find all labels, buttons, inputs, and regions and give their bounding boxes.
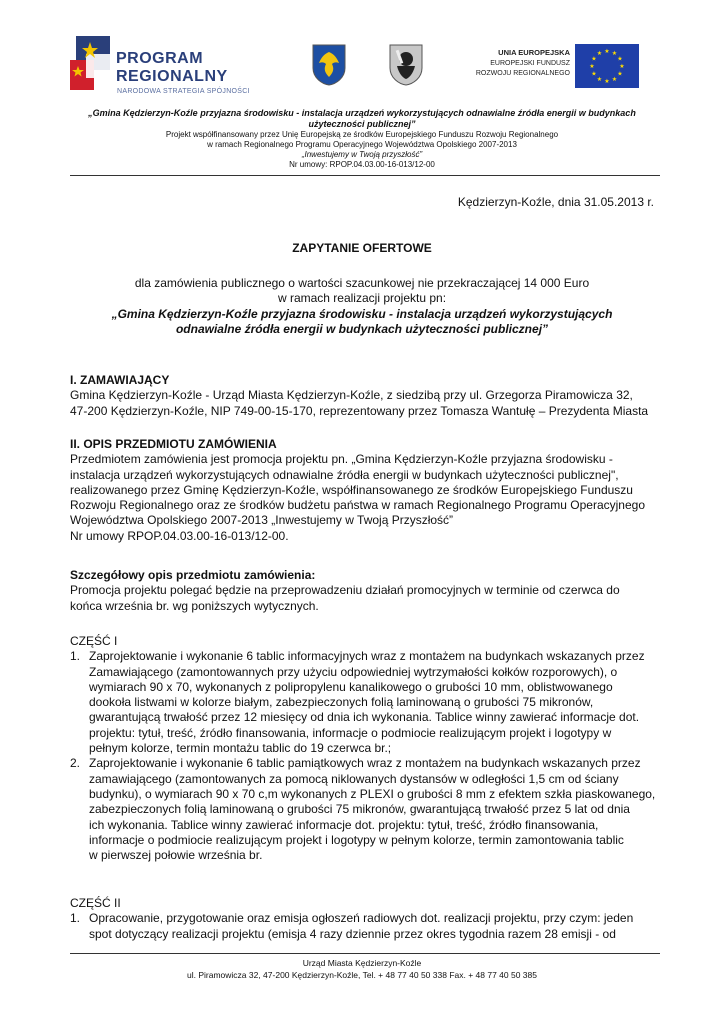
document-date: Kędzierzyn-Koźle, dnia 31.05.2013 r.: [457, 195, 654, 209]
contract-number: Nr umowy: RPOP.04.03.00-16-013/12-00: [289, 160, 435, 169]
eu-flag-icon: [575, 44, 639, 88]
svg-text:★: ★: [617, 70, 623, 78]
kedzierzyn-kozle-crest-icon: [389, 44, 423, 86]
eu-logo: [464, 44, 640, 92]
list-item-line: zamawiającego (zamontowanych za pomocą niklowanych dystansów w odległości 1,5 cm od ściany: [89, 771, 619, 786]
cofinance-line1: Projekt współfinansowany przez Unię Europejską ze środków Europejskiego Funduszu Rozwoju Regionalnego: [165, 130, 559, 139]
document-title: ZAPYTANIE OFERTOWE: [292, 241, 432, 255]
program-logo-line3: NARODOWA STRATEGIA SPÓJNOŚCI: [117, 88, 250, 95]
section2-line: instalacja urządzeń wykorzystujących odnawialne źródła energii w budynkach użyteczności publicznej",: [70, 467, 619, 482]
section-szczegolowy-opis: [70, 568, 660, 614]
section2-line: Rozwoju Regionalnego oraz ze środków budżetu państwa w ramach Regionalnego Programu Operacyjnego: [70, 498, 645, 513]
part1-heading: CZĘŚĆ I: [70, 634, 118, 648]
svg-text:★: ★: [591, 55, 597, 63]
list-item: [70, 756, 660, 863]
program-regionalny-logo: [66, 30, 296, 100]
svg-text:★: ★: [617, 55, 623, 63]
section2-line: Przedmiotem zamówienia jest promocja projektu pn. „Gmina Kędzierzyn-Koźle przyjazna środowisku -: [70, 452, 613, 467]
footer-line2: ul. Piramowicza 32, 47-200 Kędzierzyn-Koźle, Tel. + 48 77 40 50 338 Fax. + 48 77 40 50 385: [187, 970, 537, 980]
slogan: „Inwestujemy w Twoją przyszłość”: [301, 150, 423, 159]
svg-text:★: ★: [591, 70, 597, 78]
section2-line: realizowanego przez Gminę Kędzierzyn-Koźle, współfinansowanego ze środków Europejskiego Funduszu: [70, 482, 633, 497]
list-item-line: Opracowanie, przygotowanie oraz emisja ogłoszeń radiowych dot. realizacji projektu, przy czym: jeden: [89, 911, 634, 926]
section-czesc-2: [70, 896, 660, 942]
svg-text:★: ★: [589, 63, 595, 70]
svg-text:★: ★: [604, 78, 610, 85]
section1-line2: 47-200 Kędzierzyn-Koźle, NIP 749-00-15-170, reprezentowany przez Tomasza Wantułę – Prezydenta Miasta: [70, 403, 649, 418]
part1-list: [70, 649, 660, 863]
section2-heading: II. OPIS PRZEDMIOTU ZAMÓWIENIA: [70, 437, 277, 451]
svg-text:★: ★: [604, 48, 610, 55]
details-heading: Szczegółowy opis przedmiotu zamówienia:: [70, 568, 316, 582]
intro-line2: w ramach realizacji projektu pn:: [277, 291, 447, 306]
part2-heading: CZĘŚĆ II: [70, 896, 121, 910]
footer-divider: [70, 953, 660, 954]
list-item-number: 1.: [70, 649, 81, 664]
list-item-line: Zamawiającego (zamontowannych przy użyciu odpowiedniej wytrzymałości kołków rozporowych), o: [89, 664, 618, 679]
section1-heading: I. ZAMAWIAJĄCY: [70, 373, 170, 387]
cofinance-line2: w ramach Regionalnego Programu Operacyjnego Województwa Opolskiego 2007-2013: [207, 140, 517, 149]
list-item-line: dookoła listwami w kolorze białym, zabezpieczonych folią laminowaną o grubości 75 mikronów,: [89, 695, 594, 710]
list-item-line: ich wykonania. Tablice winny zawierać informacje dot. projektu: tytuł, treść, źródło finansowania,: [89, 817, 599, 832]
project-title: „Gmina Kędzierzyn-Koźle przyjazna środowisku - instalacja urządzeń wykorzystujących odnawialne źródła energii w budynkach użyteczności publicznej”: [88, 108, 636, 129]
svg-text:★: ★: [596, 76, 603, 83]
section-czesc-1: [70, 634, 660, 863]
eu-logo-line3: ROZWOJU REGIONALNEGO: [475, 70, 570, 77]
program-logo-line1: PROGRAM: [116, 50, 204, 67]
details-line: końca września br. wg poniższych wytycznych.: [70, 598, 319, 613]
header-logos: [66, 30, 656, 100]
program-flag-icon: [66, 32, 112, 92]
project-header: [60, 108, 664, 170]
page-footer: [0, 957, 724, 981]
section-opis-przedmiotu: [70, 437, 660, 544]
list-item-line: Zaprojektowanie i wykonanie 6 tablic informacyjnych wraz z montażem na budynkach wskazanych przez: [89, 649, 645, 664]
eu-logo-line1: UNIA EUROPEJSKA: [498, 48, 570, 57]
list-item-number: 1.: [70, 911, 81, 926]
list-item: [70, 649, 660, 756]
list-item-line: gwarantującą trwałość przez 12 miesięcy od dnia ich wykonania. Tablice winny zawierać informacje dot.: [89, 710, 640, 725]
list-item-line: zabezpieczonych folią laminowaną o grubości 75 mikronów, gwarantującą trwałość przez 5 lat od dnia: [89, 802, 630, 817]
section2-line: Nr umowy RPOP.04.03.00-16-013/12-00.: [70, 528, 289, 543]
eu-logo-line2: EUROPEJSKI FUNDUSZ: [490, 60, 570, 67]
svg-text:★: ★: [619, 63, 625, 70]
list-item-line: wymiarach 90 x 70, wykonanych z polipropylenu kanalikowego o grubości 10 mm, oblistwowanego: [89, 679, 613, 694]
list-item-number: 2.: [70, 756, 81, 771]
program-logo-line2: REGIONALNY: [116, 68, 228, 85]
list-item-line: w pierwszej połowie września br.: [89, 848, 263, 863]
list-item: [70, 911, 660, 942]
list-item-line: informacje o podmiocie realizującym projekt i logotypy w pełnym kolorze, termin zamontowania tablic: [89, 832, 624, 847]
list-item-line: Zaprojektowanie i wykonanie 6 tablic pamiątkowych wraz z montażem na budynkach wskazanych przez: [89, 756, 641, 771]
section1-line1: Gmina Kędzierzyn-Koźle - Urząd Miasta Kędzierzyn-Koźle, z siedzibą przy ul. Grzegorza Piramowicza 32,: [70, 388, 633, 403]
part2-list: [70, 911, 660, 942]
list-item-line: projektu: tytuł, treść, źródło finansowania, informacje o podmiocie realizującym projekt i logotypy w: [89, 725, 612, 740]
list-item-line: budynku), o wymiarach 90 x 70 c,m wykonanych z PLEXI o grubości 8 mm z efektem szkła piaskowanego,: [89, 786, 656, 801]
svg-text:★: ★: [611, 50, 618, 57]
document-intro: [70, 276, 654, 337]
intro-project-line1: „Gmina Kędzierzyn-Koźle przyjazna środowisku - instalacja urządzeń wykorzystujących: [111, 306, 613, 321]
header-divider: [70, 175, 660, 176]
opolskie-crest-icon: [312, 44, 346, 86]
intro-project-line2: odnawialne źródła energii w budynkach użyteczności publicznej”: [175, 321, 549, 336]
list-item-line: spot dotyczący realizacji projektu (emisja 4 razy dziennie przez okres tygodnia razem 28 emisji - od: [89, 926, 616, 941]
intro-line1: dla zamówienia publicznego o wartości szacunkowej nie przekraczającej 14 000 Euro: [134, 276, 590, 290]
svg-text:★: ★: [596, 50, 603, 57]
footer-line1: Urząd Miasta Kędzierzyn-Koźle: [302, 958, 422, 968]
section-zamawiajacy: [70, 373, 660, 419]
eu-logo-text: [464, 48, 570, 79]
section2-line: Województwa Opolskiego 2007-2013 „Inwestujemy w Twoją Przyszłość”: [70, 513, 454, 528]
details-line: Promocja projektu polegać będzie na przeprowadzeniu działań promocyjnych w terminie od czerwca do: [70, 583, 620, 598]
list-item-line: pełnym kolorze, termin montażu tablic do 19 czerwca br.;: [89, 741, 392, 756]
svg-text:★: ★: [611, 76, 618, 83]
